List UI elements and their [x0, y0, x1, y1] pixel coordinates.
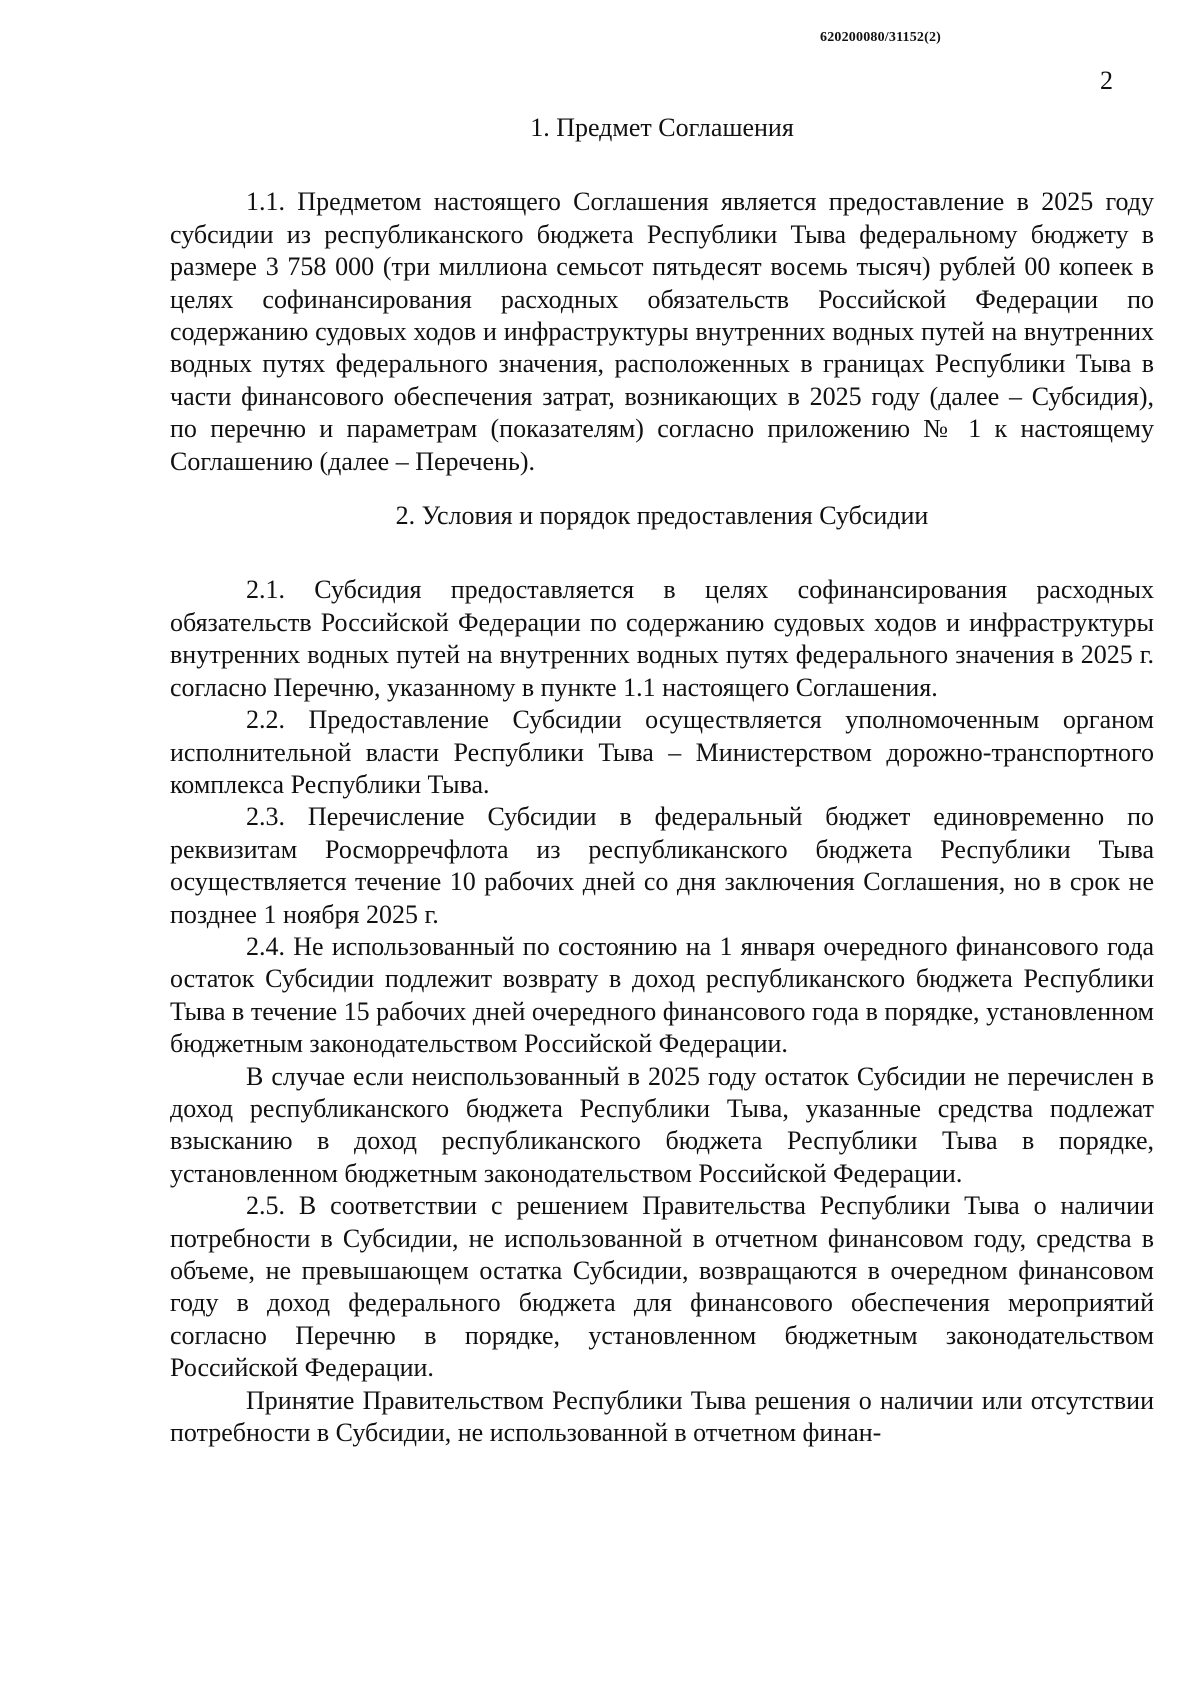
paragraph-2-5: 2.5. В соответствии с решением Правительства Республики Тыва о наличии потребности в Субсидии, не использованной в отчетном финансовом году, средства в объеме, не превышающем остатка Субсидии, возвращаются в очередном финансовом году в доход федерального бюджета для финансового обеспечения мероприятий согласно Перечню в порядке, установленном бюджетным законодательством Российской Федерации.	[170, 1191, 1154, 1383]
paragraph-2-1: 2.1. Субсидия предоставляется в целях софинансирования расходных обязательств Российской Федерации по содержанию судовых ходов и инфраструктуры внутренних водных путей на внутренних водных путях федерального значения в 2025 г. согласно Перечню, указанному в пункте 1.1 настоящего Соглашения.	[170, 575, 1154, 702]
paragraph-2-2: 2.2. Предоставление Субсидии осуществляется уполномоченным органом исполнительной власти Республики Тыва – Министерством дорожно-транспортного комплекса Республики Тыва.	[170, 705, 1154, 799]
page-number: 2	[1100, 66, 1113, 95]
paragraph-2-5-cont: Принятие Правительством Республики Тыва решения о наличии или отсутствии потребности в Субсидии, не использованной в отчетном финан-	[170, 1385, 1154, 1448]
paragraph-2-4-cont: В случае если неиспользованный в 2025 году остаток Субсидии не перечислен в доход республиканского бюджета Республики Тыва, указанные средства подлежат взысканию в доход республиканского бюджета Республики Тыва в порядке, установленном бюджетным законодательством Российской Федерации.	[170, 1061, 1154, 1188]
section-heading-conditions: 2. Условия и порядок предоставления Субсидии	[395, 501, 929, 531]
paragraph-2-3: 2.3. Перечисление Субсидии в федеральный бюджет единовременно по реквизитам Росморречфлота из республиканского бюджета Республики Тыва осуществляется течение 10 рабочих дней со дня заключения Соглашения, но в срок не позднее 1 ноября 2025 г.	[170, 802, 1154, 929]
paragraph-1-1: 1.1. Предметом настоящего Соглашения является предоставление в 2025 году субсидии из республиканского бюджета Республики Тыва федеральному бюджету в размере 3 758 000 (три миллиона семьсот пятьдесят восемь тысяч) рублей 00 копеек в целях софинансирования расходных обязательств Российской Федерации по содержанию судовых ходов и инфраструктуры внутренних водных путей на внутренних водных путях федерального значения, расположенных в границах Республики Тыва в части финансового обеспечения затрат, возникающих в 2025 году (далее – Субсидия), по перечню и параметрам (показателям) согласно приложению № 1 к настоящему Соглашению (далее – Перечень).	[170, 187, 1154, 476]
document-id: 620200080/31152(2)	[820, 30, 942, 45]
paragraph-2-4: 2.4. Не использованный по состоянию на 1 января очередного финансового года остаток Субсидии подлежит возврату в доход республиканского бюджета Республики Тыва в течение 15 рабочих дней очередного финансового года в порядке, установленном бюджетным законодательством Российской Федерации.	[170, 931, 1154, 1059]
section-heading-subject: 1. Предмет Соглашения	[530, 113, 794, 142]
document-body	[170, 112, 1154, 1449]
